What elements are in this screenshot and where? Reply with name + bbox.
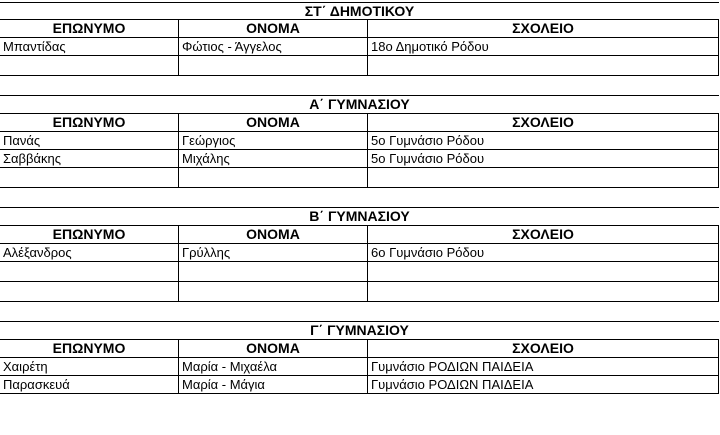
empty-cell — [0, 56, 179, 75]
header-school: ΣΧΟΛΕΙΟ — [368, 20, 719, 37]
section-title: ΣΤ΄ ΔΗΜΟΤΙΚΟΥ — [0, 2, 719, 20]
cell-name: Φώτιος - Άγγελος — [179, 38, 368, 55]
results-sheet — [0, 2, 719, 394]
header-name: ΟΝΟΜΑ — [179, 226, 368, 243]
header-school: ΣΧΟΛΕΙΟ — [368, 114, 719, 131]
cell-surname: Παρασκευά — [0, 376, 179, 393]
table-row — [0, 376, 719, 394]
cell-surname: Χαιρέτη — [0, 358, 179, 375]
header-name: ΟΝΟΜΑ — [179, 340, 368, 357]
empty-row — [0, 282, 719, 302]
empty-cell — [368, 262, 719, 281]
header-row — [0, 114, 719, 132]
header-surname: ΕΠΩΝΥΜΟ — [0, 340, 179, 357]
empty-cell — [0, 168, 179, 187]
empty-cell — [368, 282, 719, 301]
header-surname: ΕΠΩΝΥΜΟ — [0, 20, 179, 37]
cell-school: Γυμνάσιο ΡΟΔΙΩΝ ΠΑΙΔΕΙΑ — [368, 358, 719, 375]
table-row — [0, 38, 719, 56]
empty-row — [0, 262, 719, 282]
cell-school: 5ο Γυμνάσιο Ρόδου — [368, 150, 719, 167]
empty-cell — [179, 262, 368, 281]
header-row — [0, 226, 719, 244]
header-school: ΣΧΟΛΕΙΟ — [368, 226, 719, 243]
empty-cell — [368, 56, 719, 75]
cell-name: Γεώργιος — [179, 132, 368, 149]
cell-name: Μαρία - Μιχαέλα — [179, 358, 368, 375]
table-row — [0, 132, 719, 150]
cell-surname: Σαββάκης — [0, 150, 179, 167]
empty-cell — [179, 56, 368, 75]
table-row — [0, 244, 719, 262]
cell-surname: Μπαντίδας — [0, 38, 179, 55]
header-name: ΟΝΟΜΑ — [179, 20, 368, 37]
cell-name: Μαρία - Μάγια — [179, 376, 368, 393]
table-row — [0, 358, 719, 376]
spacer-row — [0, 302, 719, 322]
cell-school: Γυμνάσιο ΡΟΔΙΩΝ ΠΑΙΔΕΙΑ — [368, 376, 719, 393]
cell-surname: Αλέξανδρος — [0, 244, 179, 261]
empty-cell — [0, 282, 179, 301]
section-title: Α΄ ΓΥΜΝΑΣΙΟΥ — [0, 96, 719, 114]
spacer-row — [0, 188, 719, 208]
empty-row — [0, 56, 719, 76]
table-row — [0, 150, 719, 168]
header-surname: ΕΠΩΝΥΜΟ — [0, 226, 179, 243]
empty-cell — [0, 262, 179, 281]
cell-surname: Πανάς — [0, 132, 179, 149]
header-school: ΣΧΟΛΕΙΟ — [368, 340, 719, 357]
empty-row — [0, 168, 719, 188]
cell-school: 5ο Γυμνάσιο Ρόδου — [368, 132, 719, 149]
cell-school: 18ο Δημοτικό Ρόδου — [368, 38, 719, 55]
cell-name: Μιχάλης — [179, 150, 368, 167]
cell-school: 6ο Γυμνάσιο Ρόδου — [368, 244, 719, 261]
spacer-row — [0, 76, 719, 96]
empty-cell — [179, 282, 368, 301]
section-title: Β΄ ΓΥΜΝΑΣΙΟΥ — [0, 208, 719, 226]
header-row — [0, 20, 719, 38]
section-title: Γ΄ ΓΥΜΝΑΣΙΟΥ — [0, 322, 719, 340]
header-row — [0, 340, 719, 358]
empty-cell — [179, 168, 368, 187]
empty-cell — [368, 168, 719, 187]
header-name: ΟΝΟΜΑ — [179, 114, 368, 131]
cell-name: Γρύλλης — [179, 244, 368, 261]
header-surname: ΕΠΩΝΥΜΟ — [0, 114, 179, 131]
